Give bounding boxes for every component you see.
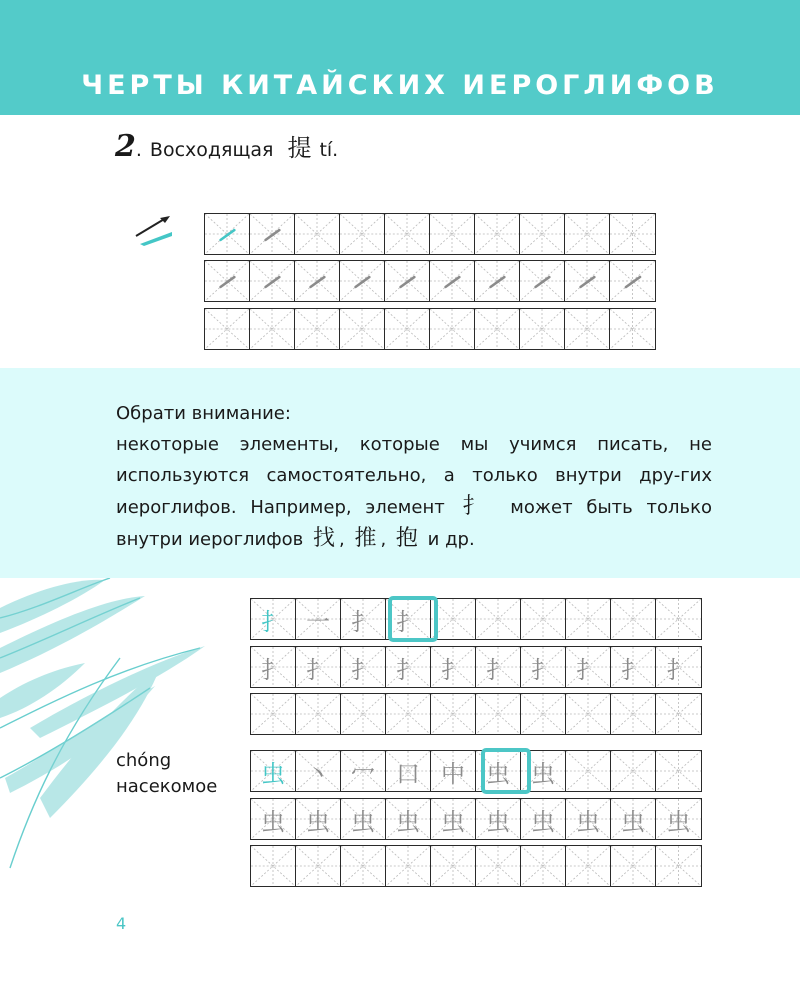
- trace-character: [611, 599, 655, 639]
- grid-guide-lines: [385, 309, 429, 349]
- section-character: 提: [287, 134, 312, 162]
- grid-guide-lines: [475, 214, 519, 254]
- grid-cell[interactable]: [341, 694, 386, 734]
- grid-cell[interactable]: [340, 214, 385, 254]
- grid-guide-lines: [386, 846, 430, 886]
- grid-cell[interactable]: [386, 694, 431, 734]
- word-pinyin: chóng: [116, 750, 172, 771]
- grid-cell[interactable]: [475, 261, 520, 301]
- practice-row-chong-3: [250, 845, 702, 887]
- rising-stroke-icon: [430, 261, 474, 301]
- grid-cell[interactable]: [295, 309, 340, 349]
- grid-cell[interactable]: [566, 647, 611, 687]
- grid-cell[interactable]: [386, 799, 431, 839]
- grid-cell[interactable]: [205, 261, 250, 301]
- trace-character: [476, 599, 520, 639]
- grid-cell[interactable]: [431, 751, 476, 791]
- trace-character: [566, 599, 610, 639]
- grid-cell[interactable]: [656, 599, 701, 639]
- grid-cell[interactable]: [431, 846, 476, 886]
- grid-cell[interactable]: [656, 694, 701, 734]
- grid-cell[interactable]: [656, 647, 701, 687]
- practice-row-ti-1: [204, 213, 656, 255]
- grid-guide-lines: [296, 694, 340, 734]
- grid-guide-lines: [430, 309, 474, 349]
- grid-cell[interactable]: [431, 599, 476, 639]
- rising-stroke-icon: [340, 261, 384, 301]
- grid-cell[interactable]: [430, 309, 475, 349]
- grid-cell[interactable]: [250, 309, 295, 349]
- grid-cell[interactable]: [521, 799, 566, 839]
- grid-cell[interactable]: [565, 214, 610, 254]
- grid-guide-lines: [296, 846, 340, 886]
- grid-guide-lines: [251, 694, 295, 734]
- grid-guide-lines: [476, 694, 520, 734]
- grid-cell[interactable]: [521, 846, 566, 886]
- practice-row-ti-3: [204, 308, 656, 350]
- grid-cell[interactable]: [295, 261, 340, 301]
- grid-cell[interactable]: [656, 751, 701, 791]
- rising-stroke-icon: [295, 261, 339, 301]
- rising-stroke-icon: [250, 214, 294, 254]
- rising-stroke-icon: [565, 261, 609, 301]
- grid-guide-lines: [251, 846, 295, 886]
- grid-cell[interactable]: [251, 846, 296, 886]
- note-heading: Обрати внимание:: [116, 403, 291, 424]
- practice-row-radical-2: [250, 646, 702, 688]
- grid-cell[interactable]: [296, 647, 341, 687]
- section-pinyin: tí.: [319, 139, 339, 161]
- grid-guide-lines: [610, 214, 655, 254]
- trace-character: 虫: [621, 807, 645, 836]
- grid-cell[interactable]: [566, 846, 611, 886]
- grid-guide-lines: [611, 694, 655, 734]
- grid-cell[interactable]: [341, 647, 386, 687]
- grid-guide-lines: [520, 214, 564, 254]
- trace-character: 虫: [261, 759, 285, 788]
- grid-guide-lines: [565, 309, 609, 349]
- grid-guide-lines: [565, 214, 609, 254]
- grid-cell[interactable]: [296, 846, 341, 886]
- grid-cell[interactable]: [521, 694, 566, 734]
- grid-cell[interactable]: [340, 309, 385, 349]
- grid-cell[interactable]: [205, 309, 250, 349]
- grid-cell[interactable]: [296, 751, 341, 791]
- grid-cell[interactable]: [250, 261, 295, 301]
- grid-cell[interactable]: [611, 846, 656, 886]
- grid-cell[interactable]: [251, 599, 296, 639]
- rising-stroke-icon: [250, 261, 294, 301]
- grid-cell[interactable]: [251, 694, 296, 734]
- grid-guide-lines: [656, 694, 701, 734]
- grid-cell[interactable]: [521, 599, 566, 639]
- trace-character: 扌: [396, 607, 420, 636]
- grid-cell[interactable]: [520, 309, 565, 349]
- trace-character: 扌: [441, 655, 465, 684]
- grid-cell[interactable]: [520, 214, 565, 254]
- grid-guide-lines: [340, 309, 384, 349]
- grid-guide-lines: [566, 846, 610, 886]
- grid-cell[interactable]: [250, 214, 295, 254]
- grid-guide-lines: [521, 694, 565, 734]
- grid-cell[interactable]: [566, 599, 611, 639]
- trace-character: 扌: [351, 607, 375, 636]
- grid-cell[interactable]: [341, 799, 386, 839]
- note-box: [0, 368, 800, 578]
- trace-character: 口: [396, 759, 420, 788]
- trace-character: [566, 751, 610, 791]
- grid-cell[interactable]: [611, 599, 656, 639]
- grid-guide-lines: [341, 846, 385, 886]
- grid-cell[interactable]: [340, 261, 385, 301]
- grid-cell[interactable]: [431, 694, 476, 734]
- page-title: ЧЕРТЫ КИТАЙСКИХ ИЕРОГЛИФОВ: [81, 70, 719, 101]
- grid-cell[interactable]: [296, 599, 341, 639]
- grid-cell[interactable]: [656, 799, 701, 839]
- grid-guide-lines: [476, 846, 520, 886]
- grid-guide-lines: [566, 694, 610, 734]
- example-char-1: 找: [312, 526, 335, 551]
- grid-cell[interactable]: [566, 751, 611, 791]
- grid-cell[interactable]: [611, 694, 656, 734]
- grid-cell[interactable]: [565, 309, 610, 349]
- practice-row-radical-1: [250, 598, 702, 640]
- grid-cell[interactable]: [386, 599, 431, 639]
- header-banner: [0, 0, 800, 115]
- grid-cell[interactable]: [431, 647, 476, 687]
- grid-cell[interactable]: [296, 799, 341, 839]
- grid-cell[interactable]: [610, 261, 655, 301]
- trace-character: 扌: [666, 655, 691, 684]
- grid-cell[interactable]: [476, 647, 521, 687]
- grid-cell[interactable]: [386, 647, 431, 687]
- example-char-3: 抱: [395, 526, 418, 551]
- grid-cell[interactable]: [520, 261, 565, 301]
- rising-stroke-icon: [205, 214, 249, 254]
- grid-cell[interactable]: [476, 799, 521, 839]
- grid-cell[interactable]: [476, 599, 521, 639]
- grid-cell[interactable]: [611, 799, 656, 839]
- trace-character: 扌: [486, 655, 510, 684]
- trace-character: 虫: [441, 807, 465, 836]
- grid-cell[interactable]: [385, 309, 430, 349]
- trace-character: 虫: [396, 807, 420, 836]
- grid-guide-lines: [341, 694, 385, 734]
- grid-guide-lines: [295, 214, 339, 254]
- trace-character: 扌: [576, 655, 600, 684]
- grid-guide-lines: [521, 846, 565, 886]
- grid-guide-lines: [295, 309, 339, 349]
- trace-character: 虫: [261, 807, 285, 836]
- section-number: 2: [115, 129, 136, 164]
- grid-cell[interactable]: [565, 261, 610, 301]
- grid-guide-lines: [385, 214, 429, 254]
- grid-cell[interactable]: [610, 214, 655, 254]
- grid-guide-lines: [611, 846, 655, 886]
- grid-cell[interactable]: [251, 647, 296, 687]
- grid-guide-lines: [386, 694, 430, 734]
- trace-character: 虫: [486, 759, 510, 788]
- section-heading: 2 . Восходящая 提 tí.: [115, 129, 339, 164]
- note-paragraph: некоторые элементы, которые мы учимся писать, не используются самостоятельно, а только внутри дру-гих иероглифов. Например, элемент 扌 может быть только внутри иероглифов 找 , 推 , 抱 и др.: [116, 434, 712, 551]
- trace-character: 扌: [531, 655, 555, 684]
- grid-cell[interactable]: [295, 214, 340, 254]
- grid-guide-lines: [340, 214, 384, 254]
- grid-cell[interactable]: [251, 751, 296, 791]
- grid-guide-lines: [656, 846, 701, 886]
- trace-character: [656, 599, 701, 639]
- rising-stroke-icon: [205, 261, 249, 301]
- grid-cell[interactable]: [566, 694, 611, 734]
- note-text: [116, 398, 712, 555]
- grid-cell[interactable]: [431, 799, 476, 839]
- trace-character: 一: [306, 607, 330, 636]
- grid-guide-lines: [431, 846, 475, 886]
- rising-stroke-icon: [610, 261, 655, 301]
- grid-cell[interactable]: [385, 261, 430, 301]
- grid-cell[interactable]: [610, 309, 655, 349]
- trace-character: [656, 751, 701, 791]
- grid-cell[interactable]: [386, 751, 431, 791]
- note-element-char: 扌: [462, 494, 493, 519]
- grid-cell[interactable]: [566, 799, 611, 839]
- trace-character: 虫: [576, 807, 600, 836]
- grid-cell[interactable]: [341, 751, 386, 791]
- grid-cell[interactable]: [296, 694, 341, 734]
- trace-character: 扌: [351, 655, 375, 684]
- grid-cell[interactable]: [341, 846, 386, 886]
- grid-cell[interactable]: [611, 751, 656, 791]
- trace-character: 虫: [306, 807, 330, 836]
- grid-cell[interactable]: [341, 599, 386, 639]
- trace-character: 扌: [261, 655, 285, 684]
- grid-cell[interactable]: [386, 846, 431, 886]
- practice-row-ti-2: [204, 260, 656, 302]
- grid-cell[interactable]: [475, 309, 520, 349]
- rising-stroke-icon: [385, 261, 429, 301]
- grid-cell[interactable]: [251, 799, 296, 839]
- trace-character: [431, 599, 475, 639]
- grid-cell[interactable]: [430, 214, 475, 254]
- grid-cell[interactable]: [476, 751, 521, 791]
- grid-cell[interactable]: [475, 214, 520, 254]
- grid-cell[interactable]: [656, 846, 701, 886]
- grid-guide-lines: [520, 309, 564, 349]
- trace-character: 扌: [396, 655, 420, 684]
- trace-character: 冖: [351, 759, 375, 788]
- grid-guide-lines: [475, 309, 519, 349]
- rising-stroke-icon: [475, 261, 519, 301]
- grid-cell[interactable]: [205, 214, 250, 254]
- practice-row-chong-2: [250, 798, 702, 840]
- grid-guide-lines: [431, 694, 475, 734]
- grid-guide-lines: [250, 309, 294, 349]
- example-char-2: 推: [354, 526, 377, 551]
- section-name: Восходящая: [149, 139, 274, 161]
- page-number: 4: [116, 914, 127, 933]
- trace-character: [611, 751, 655, 791]
- grid-cell[interactable]: [430, 261, 475, 301]
- practice-row-chong-1: [250, 750, 702, 792]
- rising-stroke-arrow-icon: [130, 212, 180, 248]
- trace-character: 虫: [531, 807, 555, 836]
- grid-cell[interactable]: [611, 647, 656, 687]
- grid-guide-lines: [430, 214, 474, 254]
- trace-character: 丶: [306, 759, 330, 788]
- grid-guide-lines: [205, 309, 249, 349]
- grid-cell[interactable]: [521, 751, 566, 791]
- trace-character: 扌: [261, 607, 285, 636]
- word-label: [116, 748, 217, 800]
- trace-character: 虫: [486, 807, 510, 836]
- bamboo-leaves-decoration: [0, 578, 218, 878]
- grid-cell[interactable]: [476, 846, 521, 886]
- grid-cell[interactable]: [521, 647, 566, 687]
- trace-character: 扌: [306, 655, 330, 684]
- rising-stroke-icon: [520, 261, 564, 301]
- trace-character: 虫: [531, 759, 555, 788]
- grid-cell[interactable]: [385, 214, 430, 254]
- trace-character: 虫: [666, 807, 691, 836]
- trace-character: 中: [441, 759, 465, 788]
- trace-character: 扌: [621, 655, 645, 684]
- trace-character: 虫: [351, 807, 375, 836]
- grid-cell[interactable]: [476, 694, 521, 734]
- word-meaning: насекомое: [116, 776, 218, 797]
- trace-character: [521, 599, 565, 639]
- practice-row-radical-3: [250, 693, 702, 735]
- grid-guide-lines: [610, 309, 655, 349]
